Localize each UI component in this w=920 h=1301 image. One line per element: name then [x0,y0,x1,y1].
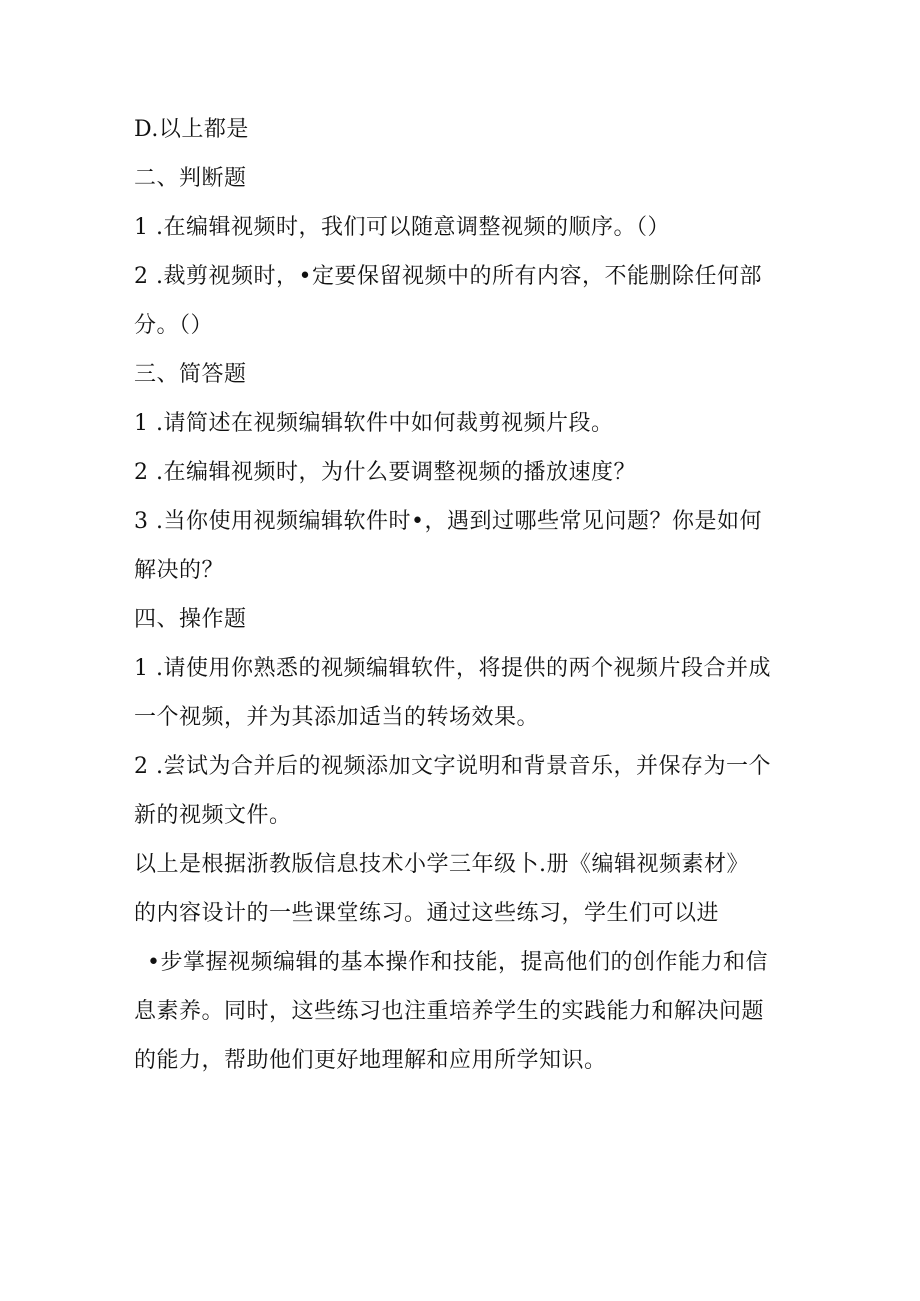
short-answer-question-2: 2 .在编辑视频时，为什么要调整视频的播放速度？ [134,460,636,485]
operation-question-2-line-1: 2 .尝试为合并后的视频添加文字说明和背景音乐，并保存为一个 [134,754,771,779]
judgment-question-2-line-1: 2 .裁剪视频时，•定要保留视频中的所有内容，不能删除任何部 [134,264,762,289]
summary-paragraph-line-4: 息素养。同时，这些练习也注重培养学生的实践能力和解决问题 [134,999,765,1024]
short-answer-question-3-line-2: 解决的？ [134,558,225,583]
section-heading-judgment: 二、判断题 [134,166,247,191]
operation-question-1-line-1: 1 .请使用你熟悉的视频编辑软件，将提供的两个视频片段合并成 [134,656,771,681]
summary-paragraph-line-1: 以上是根据浙教版信息技术小学三年级卜.册《编辑视频素材》 [134,852,749,877]
section-heading-short-answer: 三、简答题 [134,362,247,387]
summary-paragraph-line-3: •步掌握视频编辑的基本操作和技能，提高他们的创作能力和信 [147,950,768,975]
summary-paragraph-line-5: 的能力，帮助他们更好地理解和应用所学知识。 [134,1048,607,1073]
judgment-question-2-line-2: 分。（） [134,313,214,338]
section-heading-operation: 四、操作题 [134,607,247,632]
option-d: D.以上都是 [134,117,249,142]
short-answer-question-3-line-1: 3 .当你使用视频编辑软件时•，遇到过哪些常见问题？你是如何 [134,509,762,534]
operation-question-2-line-2: 新的视频文件。 [134,803,292,828]
operation-question-1-line-2: 一个视频，并为其添加适当的转场效果。 [134,705,540,730]
short-answer-question-1: 1 .请简述在视频编辑软件中如何裁剪视频片段。 [134,411,614,436]
summary-paragraph-line-2: 的内容设计的一些课堂练习。通过这些练习，学生们可以进 [134,901,720,926]
judgment-question-1: 1 .在编辑视频时，我们可以随意调整视频的顺序。（） [134,215,670,240]
